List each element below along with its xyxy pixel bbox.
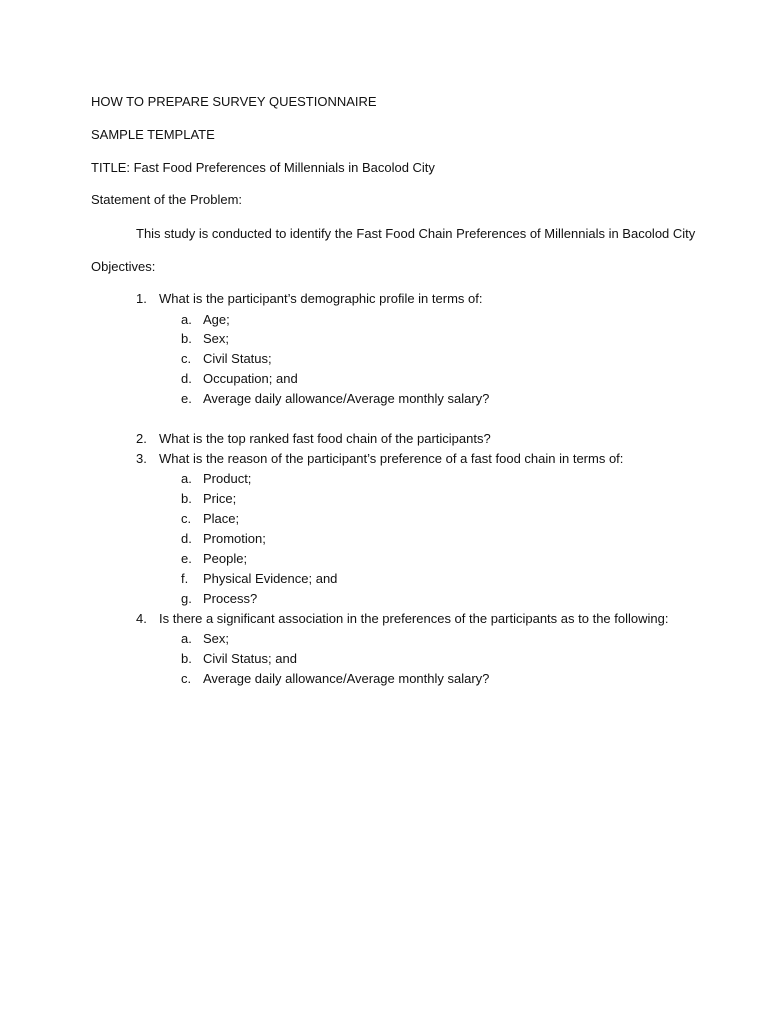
objective-text: Is there a significant association in the preferences of the participants as to the following:	[159, 611, 669, 626]
sample-template-label: SAMPLE TEMPLATE	[91, 127, 215, 142]
subitem-letter: b.	[181, 331, 192, 346]
subitem-text: Physical Evidence; and	[203, 571, 338, 586]
subitem-text: Age;	[203, 312, 230, 327]
subitem-text: Sex;	[203, 631, 230, 646]
subitem-text: Product;	[203, 471, 252, 486]
statement-heading: Statement of the Problem:	[91, 192, 243, 207]
subitem-text: Place;	[203, 511, 240, 526]
survey-title: TITLE: Fast Food Preferences of Millennials in Bacolod City	[91, 160, 435, 175]
objective-text: What is the top ranked fast food chain of the participants?	[159, 431, 491, 446]
subitem-letter: e.	[181, 391, 192, 406]
statement-text: This study is conducted to identify the Fast Food Chain Preferences of Millennials in Bacolod City	[136, 226, 696, 241]
subitem-letter: b.	[181, 651, 192, 666]
subitem-letter: g.	[181, 591, 192, 606]
subitem-letter: a.	[181, 631, 192, 646]
subitem-text: Price;	[203, 491, 237, 506]
subitem-letter: e.	[181, 551, 192, 566]
subitem-letter: a.	[181, 471, 192, 486]
subitem-text: Sex;	[203, 331, 230, 346]
subitem-letter: a.	[181, 312, 192, 327]
subitem-text: Civil Status;	[203, 351, 272, 366]
subitem-text: Process?	[203, 591, 258, 606]
objective-number: 4.	[136, 611, 147, 626]
subitem-letter: c.	[181, 511, 192, 526]
subitem-letter: d.	[181, 371, 192, 386]
objective-number: 2.	[136, 431, 147, 446]
objective-number: 3.	[136, 451, 147, 466]
document-heading: HOW TO PREPARE SURVEY QUESTIONNAIRE	[91, 94, 377, 109]
subitem-letter: c.	[181, 671, 192, 686]
objective-text: What is the reason of the participant’s preference of a fast food chain in terms of:	[159, 451, 624, 466]
subitem-text: Average daily allowance/Average monthly salary?	[203, 391, 490, 406]
subitem-text: People;	[203, 551, 248, 566]
subitem-text: Average daily allowance/Average monthly salary?	[203, 671, 490, 686]
objective-number: 1.	[136, 291, 147, 306]
subitem-letter: c.	[181, 351, 192, 366]
objectives-heading: Objectives:	[91, 259, 156, 274]
subitem-letter: b.	[181, 491, 192, 506]
subitem-letter: d.	[181, 531, 192, 546]
subitem-text: Occupation; and	[203, 371, 298, 386]
subitem-letter: f.	[181, 571, 189, 586]
objective-text: What is the participant’s demographic profile in terms of:	[159, 291, 483, 306]
subitem-text: Promotion;	[203, 531, 266, 546]
subitem-text: Civil Status; and	[203, 651, 297, 666]
